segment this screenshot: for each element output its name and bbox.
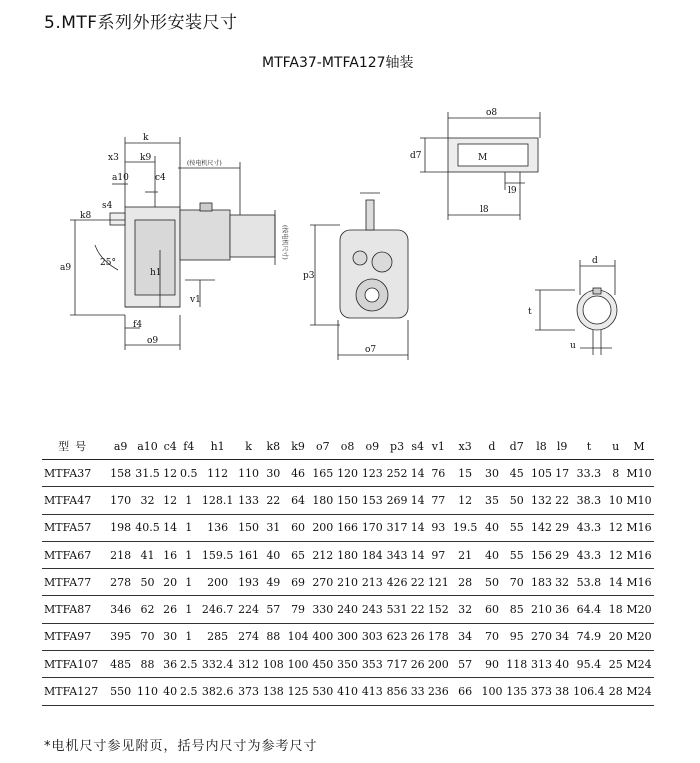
value-cell: 180 (310, 487, 335, 514)
value-cell: 40 (261, 541, 286, 568)
value-cell: 246.7 (199, 596, 236, 623)
value-cell: 224 (236, 596, 261, 623)
column-header-model: 型号 (42, 433, 108, 460)
value-cell: 40 (480, 514, 505, 541)
value-cell: 178 (426, 623, 451, 650)
value-cell: 270 (310, 569, 335, 596)
value-cell: 166 (335, 514, 360, 541)
value-cell: 34 (451, 623, 480, 650)
value-cell: 485 (108, 651, 133, 678)
label-v1: v1 (190, 295, 201, 305)
value-cell: 353 (360, 651, 385, 678)
value-cell: 31 (261, 514, 286, 541)
label-a9: a9 (60, 263, 72, 273)
value-cell: 133 (236, 487, 261, 514)
value-cell: 193 (236, 569, 261, 596)
column-header-o8: o8 (335, 433, 360, 460)
column-header-l9: l9 (554, 433, 571, 460)
value-cell: 33 (409, 678, 426, 705)
label-x3: x3 (108, 153, 119, 163)
table-row (42, 678, 654, 705)
value-cell: 165 (310, 460, 335, 487)
value-cell: 40 (162, 678, 179, 705)
value-cell: 12 (162, 460, 179, 487)
column-header-h1: h1 (199, 433, 236, 460)
value-cell: M24 (624, 678, 654, 705)
table-row (42, 623, 654, 650)
label-u: u (570, 341, 576, 351)
value-cell: 426 (385, 569, 410, 596)
label-d7: d7 (410, 151, 422, 161)
value-cell: 64.4 (570, 596, 607, 623)
column-header-k9: k9 (286, 433, 311, 460)
column-header-f4: f4 (178, 433, 199, 460)
value-cell: 153 (360, 487, 385, 514)
value-cell: 136 (199, 514, 236, 541)
column-header-s4: s4 (409, 433, 426, 460)
value-cell: 97 (426, 541, 451, 568)
value-cell: 531 (385, 596, 410, 623)
value-cell: 22 (409, 569, 426, 596)
value-cell: 210 (335, 569, 360, 596)
value-cell: 60 (286, 514, 311, 541)
value-cell: 1 (178, 514, 199, 541)
value-cell: 95 (504, 623, 529, 650)
value-cell: 26 (162, 596, 179, 623)
value-cell: 88 (133, 651, 162, 678)
label-motor-dim-h: (按电机尺寸) (187, 160, 222, 167)
table-row (42, 460, 654, 487)
value-cell: 15 (451, 460, 480, 487)
value-cell: 57 (261, 596, 286, 623)
value-cell: 17 (554, 460, 571, 487)
table-row (42, 651, 654, 678)
model-cell: MTFA127 (42, 678, 108, 705)
column-header-u: u (607, 433, 624, 460)
value-cell: 274 (236, 623, 261, 650)
label-c4: c4 (155, 173, 166, 183)
column-header-l8: l8 (529, 433, 554, 460)
value-cell: M10 (624, 460, 654, 487)
value-cell: 50 (133, 569, 162, 596)
value-cell: 74.9 (570, 623, 607, 650)
value-cell: 270 (529, 623, 554, 650)
column-header-p3: p3 (385, 433, 410, 460)
value-cell: M16 (624, 569, 654, 596)
value-cell: 450 (310, 651, 335, 678)
column-header-x3: x3 (451, 433, 480, 460)
label-a10: a10 (112, 173, 129, 183)
value-cell: 332.4 (199, 651, 236, 678)
value-cell: 12 (607, 541, 624, 568)
column-header-o9: o9 (360, 433, 385, 460)
value-cell: 43.3 (570, 541, 607, 568)
value-cell: 382.6 (199, 678, 236, 705)
label-motor-dim-v: (按电机尺寸) (281, 225, 288, 260)
value-cell: 12 (162, 487, 179, 514)
value-cell: 2.5 (178, 678, 199, 705)
value-cell: 717 (385, 651, 410, 678)
table-body (42, 460, 654, 706)
value-cell: 22 (554, 487, 571, 514)
value-cell: 38.3 (570, 487, 607, 514)
value-cell: 70 (133, 623, 162, 650)
value-cell: 32 (133, 487, 162, 514)
value-cell: 30 (261, 460, 286, 487)
value-cell: 128.1 (199, 487, 236, 514)
column-header-d7: d7 (504, 433, 529, 460)
value-cell: 183 (529, 569, 554, 596)
label-m: M (478, 153, 488, 163)
value-cell: 1 (178, 623, 199, 650)
label-l8: l8 (480, 205, 489, 215)
label-angle: 25° (100, 258, 116, 268)
value-cell: 40.5 (133, 514, 162, 541)
value-cell: 49 (261, 569, 286, 596)
value-cell: 18 (607, 596, 624, 623)
value-cell: 40 (554, 651, 571, 678)
value-cell: 90 (480, 651, 505, 678)
value-cell: 53.8 (570, 569, 607, 596)
value-cell: 95.4 (570, 651, 607, 678)
value-cell: M20 (624, 623, 654, 650)
value-cell: 410 (335, 678, 360, 705)
value-cell: 26 (409, 651, 426, 678)
value-cell: 55 (504, 514, 529, 541)
label-h1: h1 (150, 268, 162, 278)
column-header-v1: v1 (426, 433, 451, 460)
value-cell: 66 (451, 678, 480, 705)
value-cell: 125 (286, 678, 311, 705)
value-cell: 19.5 (451, 514, 480, 541)
value-cell: 413 (360, 678, 385, 705)
value-cell: 112 (199, 460, 236, 487)
value-cell: 373 (529, 678, 554, 705)
value-cell: 108 (261, 651, 286, 678)
table-row (42, 514, 654, 541)
value-cell: 32 (554, 569, 571, 596)
value-cell: 40 (480, 541, 505, 568)
value-cell: 123 (360, 460, 385, 487)
value-cell: 278 (108, 569, 133, 596)
value-cell: 236 (426, 678, 451, 705)
value-cell: 218 (108, 541, 133, 568)
value-cell: 170 (108, 487, 133, 514)
value-cell: 21 (451, 541, 480, 568)
value-cell: 31.5 (133, 460, 162, 487)
value-cell: 200 (310, 514, 335, 541)
value-cell: 198 (108, 514, 133, 541)
value-cell: 10 (607, 487, 624, 514)
model-cell: MTFA37 (42, 460, 108, 487)
value-cell: 1 (178, 541, 199, 568)
value-cell: 14 (162, 514, 179, 541)
value-cell: 35 (480, 487, 505, 514)
value-cell: 20 (162, 569, 179, 596)
value-cell: 138 (261, 678, 286, 705)
value-cell: M20 (624, 596, 654, 623)
value-cell: 240 (335, 596, 360, 623)
value-cell: 135 (504, 678, 529, 705)
value-cell: 30 (480, 460, 505, 487)
label-o8: o8 (486, 108, 498, 118)
value-cell: 70 (480, 623, 505, 650)
value-cell: 317 (385, 514, 410, 541)
value-cell: 180 (335, 541, 360, 568)
value-cell: 14 (409, 514, 426, 541)
value-cell: 41 (133, 541, 162, 568)
value-cell: 22 (261, 487, 286, 514)
value-cell: 530 (310, 678, 335, 705)
value-cell: 28 (451, 569, 480, 596)
label-k: k (143, 133, 149, 143)
value-cell: 110 (133, 678, 162, 705)
value-cell: M16 (624, 514, 654, 541)
value-cell: 142 (529, 514, 554, 541)
value-cell: 36 (554, 596, 571, 623)
model-cell: MTFA107 (42, 651, 108, 678)
value-cell: 16 (162, 541, 179, 568)
value-cell: 110 (236, 460, 261, 487)
value-cell: 32 (451, 596, 480, 623)
value-cell: 14 (409, 541, 426, 568)
label-d: d (592, 256, 598, 266)
value-cell: 28 (607, 678, 624, 705)
value-cell: 269 (385, 487, 410, 514)
value-cell: 118 (504, 651, 529, 678)
section-heading: 5.MTF系列外形安装尺寸 (44, 13, 238, 33)
column-header-m: M (624, 433, 654, 460)
table-row (42, 596, 654, 623)
value-cell: 14 (409, 460, 426, 487)
value-cell: 0.5 (178, 460, 199, 487)
value-cell: 30 (162, 623, 179, 650)
value-cell: 38 (554, 678, 571, 705)
column-header-k8: k8 (261, 433, 286, 460)
value-cell: 550 (108, 678, 133, 705)
value-cell: 303 (360, 623, 385, 650)
table-header-row (42, 433, 654, 460)
value-cell: M24 (624, 651, 654, 678)
value-cell: 1 (178, 569, 199, 596)
label-t: t (528, 307, 532, 317)
value-cell: 2.5 (178, 651, 199, 678)
value-cell: 85 (504, 596, 529, 623)
value-cell: 14 (409, 487, 426, 514)
value-cell: 210 (529, 596, 554, 623)
value-cell: 34 (554, 623, 571, 650)
table-row (42, 569, 654, 596)
value-cell: 36 (162, 651, 179, 678)
value-cell: 76 (426, 460, 451, 487)
value-cell: 170 (360, 514, 385, 541)
value-cell: 50 (504, 487, 529, 514)
value-cell: 1 (178, 596, 199, 623)
value-cell: 373 (236, 678, 261, 705)
dimension-table (42, 433, 654, 706)
value-cell: M10 (624, 487, 654, 514)
value-cell: 105 (529, 460, 554, 487)
column-header-o7: o7 (310, 433, 335, 460)
value-cell: 57 (451, 651, 480, 678)
column-header-k: k (236, 433, 261, 460)
value-cell: 200 (426, 651, 451, 678)
value-cell: 120 (335, 460, 360, 487)
model-cell: MTFA47 (42, 487, 108, 514)
value-cell: 12 (607, 514, 624, 541)
value-cell: 69 (286, 569, 311, 596)
value-cell: 856 (385, 678, 410, 705)
value-cell: 93 (426, 514, 451, 541)
value-cell: 395 (108, 623, 133, 650)
value-cell: 100 (480, 678, 505, 705)
value-cell: 106.4 (570, 678, 607, 705)
column-header-d: d (480, 433, 505, 460)
dimension-drawings (0, 80, 700, 420)
model-cell: MTFA77 (42, 569, 108, 596)
value-cell: 121 (426, 569, 451, 596)
value-cell: 1 (178, 487, 199, 514)
value-cell: 65 (286, 541, 311, 568)
model-cell: MTFA97 (42, 623, 108, 650)
value-cell: 212 (310, 541, 335, 568)
value-cell: 100 (286, 651, 311, 678)
footnote: *电机尺寸参见附页，括号内尺寸为参考尺寸 (44, 739, 318, 754)
value-cell: 343 (385, 541, 410, 568)
value-cell: 156 (529, 541, 554, 568)
value-cell: 159.5 (199, 541, 236, 568)
value-cell: 70 (504, 569, 529, 596)
value-cell: 77 (426, 487, 451, 514)
value-cell: 25 (607, 651, 624, 678)
value-cell: 152 (426, 596, 451, 623)
label-o9: o9 (147, 336, 159, 346)
model-cell: MTFA87 (42, 596, 108, 623)
value-cell: 150 (236, 514, 261, 541)
value-cell: 300 (335, 623, 360, 650)
value-cell: 312 (236, 651, 261, 678)
value-cell: 29 (554, 514, 571, 541)
label-l9: l9 (508, 186, 517, 196)
value-cell: 623 (385, 623, 410, 650)
value-cell: 79 (286, 596, 311, 623)
value-cell: 104 (286, 623, 311, 650)
value-cell: 158 (108, 460, 133, 487)
table-row (42, 487, 654, 514)
value-cell: 313 (529, 651, 554, 678)
value-cell: 330 (310, 596, 335, 623)
value-cell: 184 (360, 541, 385, 568)
value-cell: M16 (624, 541, 654, 568)
value-cell: 8 (607, 460, 624, 487)
value-cell: 60 (480, 596, 505, 623)
label-s4: s4 (102, 201, 113, 211)
value-cell: 150 (335, 487, 360, 514)
value-cell: 346 (108, 596, 133, 623)
model-cell: MTFA57 (42, 514, 108, 541)
value-cell: 88 (261, 623, 286, 650)
value-cell: 45 (504, 460, 529, 487)
value-cell: 50 (480, 569, 505, 596)
drawing-subtitle: MTFA37-MTFA127轴装 (262, 55, 414, 71)
column-header-t: t (570, 433, 607, 460)
value-cell: 285 (199, 623, 236, 650)
value-cell: 46 (286, 460, 311, 487)
label-k9: k9 (140, 153, 152, 163)
value-cell: 252 (385, 460, 410, 487)
value-cell: 26 (409, 623, 426, 650)
label-f4: f4 (133, 320, 143, 330)
value-cell: 200 (199, 569, 236, 596)
value-cell: 350 (335, 651, 360, 678)
value-cell: 213 (360, 569, 385, 596)
value-cell: 43.3 (570, 514, 607, 541)
column-header-a9: a9 (108, 433, 133, 460)
value-cell: 12 (451, 487, 480, 514)
model-cell: MTFA67 (42, 541, 108, 568)
value-cell: 62 (133, 596, 162, 623)
value-cell: 22 (409, 596, 426, 623)
column-header-a10: a10 (133, 433, 162, 460)
label-k8: k8 (80, 211, 92, 221)
value-cell: 400 (310, 623, 335, 650)
value-cell: 243 (360, 596, 385, 623)
value-cell: 20 (607, 623, 624, 650)
value-cell: 29 (554, 541, 571, 568)
column-header-c4: c4 (162, 433, 179, 460)
value-cell: 55 (504, 541, 529, 568)
value-cell: 132 (529, 487, 554, 514)
table-row (42, 541, 654, 568)
label-o7: o7 (365, 345, 377, 355)
value-cell: 64 (286, 487, 311, 514)
label-p3: p3 (303, 271, 315, 281)
value-cell: 14 (607, 569, 624, 596)
value-cell: 161 (236, 541, 261, 568)
value-cell: 33.3 (570, 460, 607, 487)
